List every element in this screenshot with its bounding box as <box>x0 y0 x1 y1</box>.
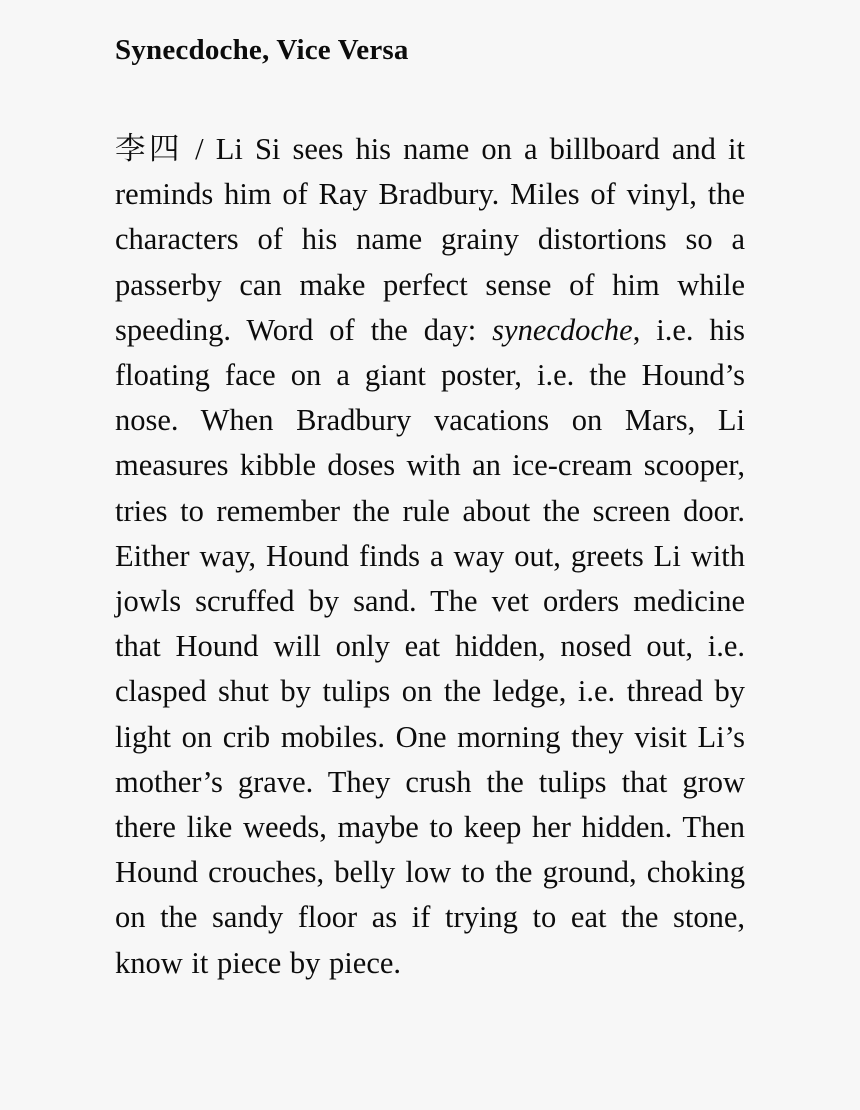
italic-word: synecdoche <box>492 312 633 347</box>
poem-title: Synecdoche, Vice Versa <box>115 34 409 66</box>
body-text-segment: , i.e. his floating face on a giant poster, i.e. the Hound’s nose. When Bradbury vacations on Mars, Li measures kibble doses with an ice-cream scooper, tries to remember the rule about the screen door. Either way, Hound finds a way out, greets Li with jowls scruffed by sand. The vet orders medicine that Hound will only eat hidden, nosed out, i.e. clasped shut by tulips on the ledge, i.e. thread by light on crib mobiles. One morning they visit Li’s mother’s grave. They crush the tulips that grow there like weeds, maybe to keep her hidden. Then Hound crouches, belly low to the ground, choking on the sandy floor as if trying to eat the stone, know it piece by piece. <box>115 312 745 980</box>
body-text-segment: 李四 / Li Si sees his name on a billboard and it reminds him of Ray Bradbury. Miles of vinyl, the characters of his name grainy distortions so a passerby can make perfect sense of him while speeding. Word of the day: <box>115 132 745 347</box>
poem-body <box>115 127 745 986</box>
